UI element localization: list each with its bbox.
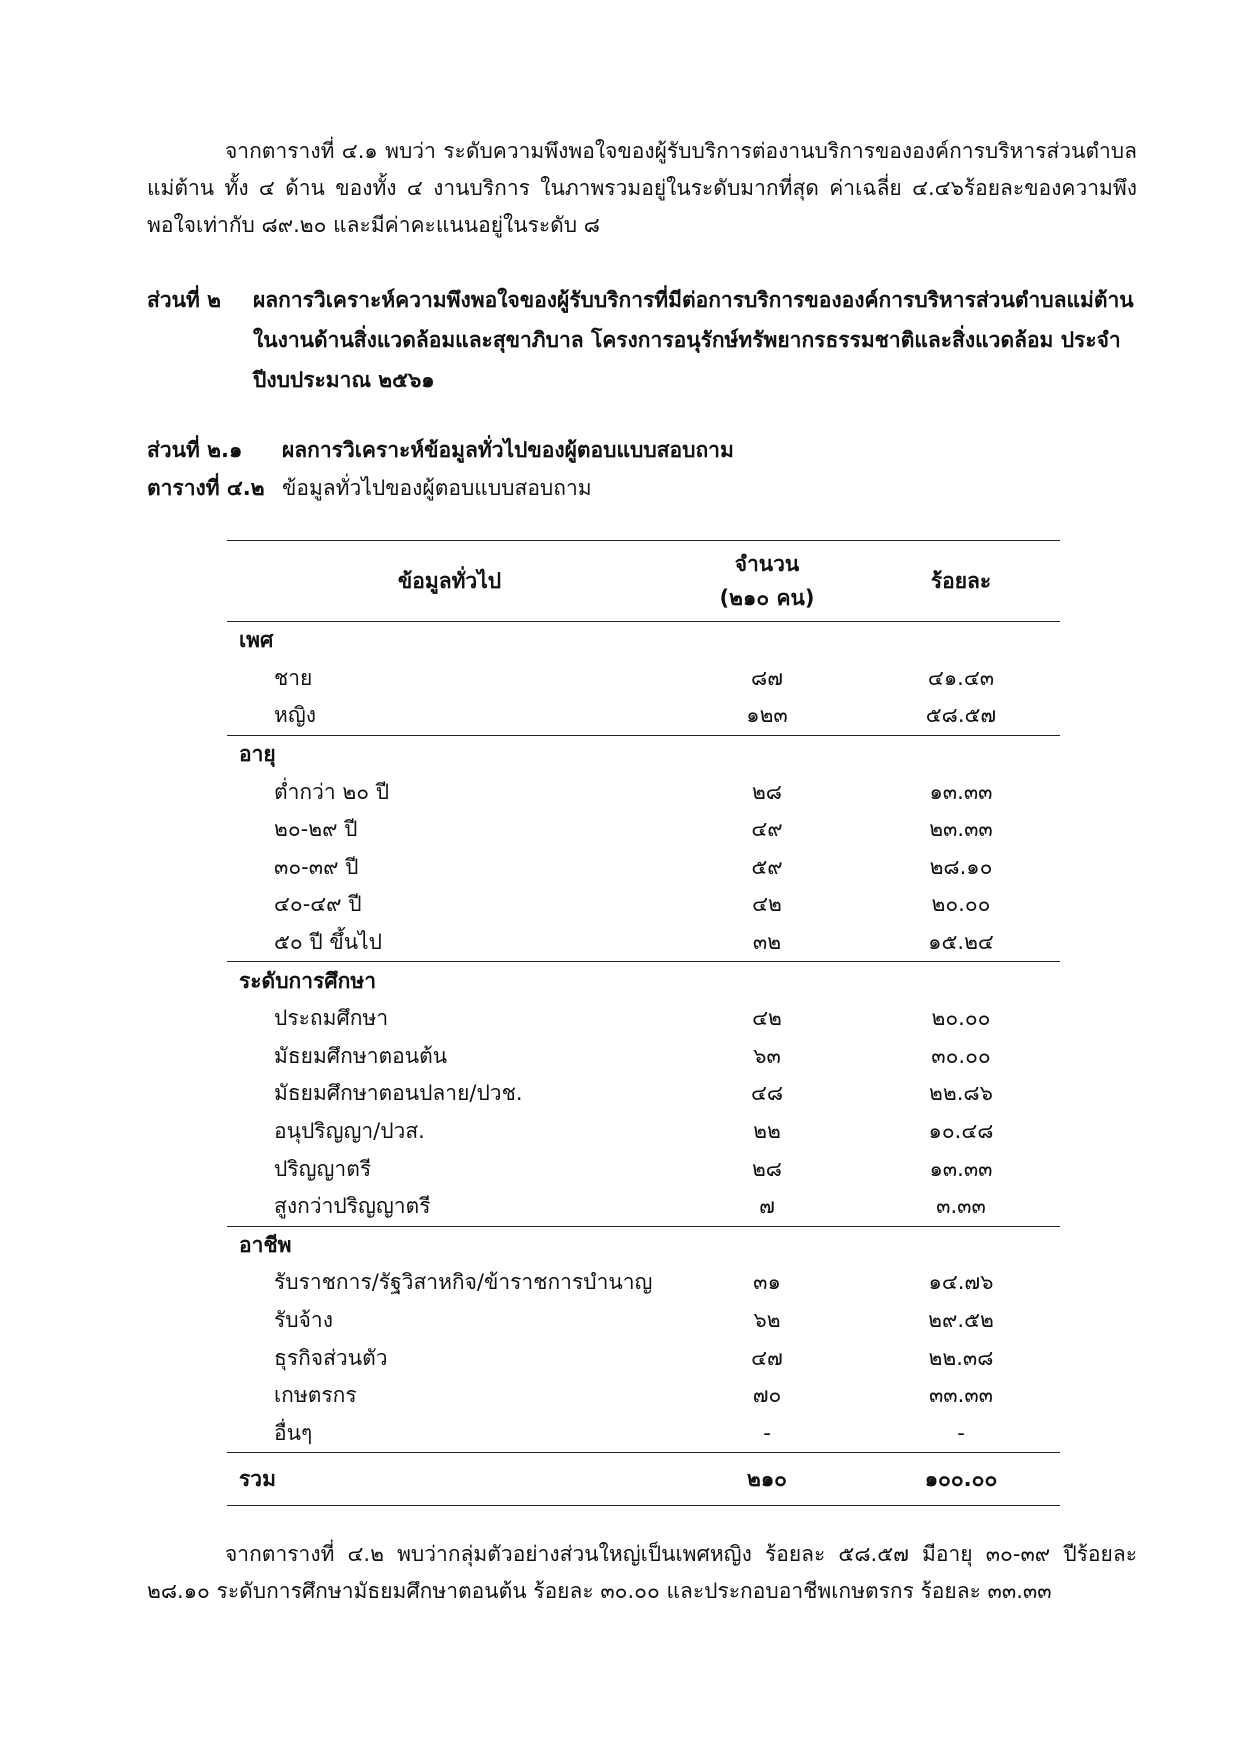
group-empty-cell [862,735,1060,773]
group-empty-cell [862,622,1060,660]
group-label: อาชีพ [227,1226,672,1264]
table-row [227,1264,1060,1302]
row-percent: ๒๙.๕๒ [928,1307,994,1332]
row-count: ๖๒ [753,1307,781,1332]
table-caption-label: ตารางที่ ๔.๒ [147,476,265,500]
table-row [227,697,1060,735]
section-2-1-heading [147,430,1147,470]
table-row [227,1377,1060,1415]
total-label: รวม [227,1453,672,1506]
table-row [227,660,1060,698]
group-empty-cell [862,1226,1060,1264]
table-header-row [227,541,1060,622]
general-info-table [227,540,1060,1506]
row-percent: ๔๑.๔๓ [927,665,995,690]
group-label: ระดับการศึกษา [227,962,672,1000]
row-percent: ๒๓.๓๓ [929,817,993,842]
table-caption-text: ข้อมูลทั่วไปของผู้ตอบแบบสอบถาม [282,476,592,500]
group-label: อายุ [227,735,672,773]
row-count: ๒๘ [751,779,783,804]
table-row [227,1414,1060,1452]
row-item: อื่นๆ [274,1420,313,1445]
table-row [227,1038,1060,1076]
group-empty-cell [862,962,1060,1000]
group-empty-cell [672,962,862,1000]
row-item: อนุปริญญา/ปวส. [274,1119,425,1144]
row-item: เกษตรกร [274,1383,357,1408]
row-count: ๔๘ [750,1081,784,1106]
section-2-heading [147,280,1147,400]
row-item: รับราชการ/รัฐวิสาหกิจ/ข้าราชการบำนาญ [274,1270,653,1295]
total-row [227,1453,1060,1506]
row-count: ๔๗ [751,1345,783,1370]
row-count: ๓๒ [752,930,782,955]
row-item: ๔๐-๔๙ ปี [274,892,362,917]
group-row [227,735,1060,773]
table-row [227,773,1060,811]
row-item: สูงกว่าปริญญาตรี [274,1194,431,1219]
section-2-number: ส่วนที่ ๒ [147,288,221,312]
row-count: ๔๒ [752,1006,782,1031]
row-item: ๒๐-๒๙ ปี [274,817,358,842]
row-count: ๕๙ [751,854,783,879]
row-percent: - [957,1421,965,1446]
group-empty-cell [672,622,862,660]
table-row [227,1302,1060,1340]
row-item: มัธยมศึกษาตอนปลาย/ปวช. [274,1081,523,1106]
row-item: ประถมศึกษา [274,1006,389,1031]
row-percent: ๓.๓๓ [936,1194,986,1219]
row-count: ๔๙ [751,817,783,842]
header-count [672,541,862,622]
row-percent: ๒๐.๐๐ [931,892,991,917]
row-count: ๗ [759,1194,775,1219]
table-row [227,1075,1060,1113]
conclusion-paragraph-text: จากตารางที่ ๔.๒ พบว่ากลุ่มตัวอย่างส่วนใหญ่เป็นเพศหญิง ร้อยละ ๕๘.๕๗ มีอายุ ๓๐-๓๙ ปีร้อยละ ๒๘.๑๐ ระดับการศึกษามัธยมศึกษาตอนต้น ร้อยละ ๓๐.๐๐ และประกอบอาชีพเกษตรกร ร้อยละ ๓๓.๓๓ [147,1542,1137,1603]
row-percent: ๒๐.๐๐ [931,1006,991,1031]
conclusion-paragraph [147,1536,1137,1610]
header-percent: ร้อยละ [862,541,1060,622]
row-percent: ๒๘.๑๐ [929,854,993,879]
section-2-1-title: ผลการวิเคราะห์ข้อมูลทั่วไปของผู้ตอบแบบสอบถาม [282,438,734,462]
row-count: ๒๘ [751,1156,783,1181]
group-empty-cell [672,1226,862,1264]
header-count-line2: (๒๑๐ คน) [719,586,815,610]
row-count: ๓๑ [753,1270,781,1295]
row-item: ปริญญาตรี [274,1156,372,1181]
group-row [227,622,1060,660]
row-count: ๒๒ [753,1119,781,1144]
row-percent: ๑๔.๗๖ [928,1270,994,1295]
row-percent: ๓๐.๐๐ [931,1043,991,1068]
row-item: หญิง [274,703,316,728]
row-item: รับจ้าง [274,1307,333,1332]
row-percent: ๓๓.๓๓ [928,1383,994,1408]
group-label: เพศ [239,628,274,653]
table-row [227,1000,1060,1038]
table-row [227,1188,1060,1226]
row-percent: ๕๘.๕๗ [925,703,997,728]
header-count-line1: จำนวน [734,552,800,576]
table-caption [147,472,592,504]
row-percent: ๒๒.๓๘ [928,1345,994,1370]
row-count: ๗๐ [752,1383,782,1408]
row-item: ธุรกิจส่วนตัว [274,1345,388,1370]
row-percent: ๑๓.๓๓ [929,779,993,804]
row-item: มัธยมศึกษาตอนต้น [274,1043,448,1068]
table-row [227,1339,1060,1377]
row-item: ชาย [274,665,313,690]
row-item: ๕๐ ปี ขึ้นไป [274,930,382,955]
section-2-1-number: ส่วนที่ ๒.๑ [147,438,243,462]
row-percent: ๒๒.๘๖ [929,1081,993,1106]
row-percent: ๑๕.๒๔ [928,930,994,955]
total-count: ๒๑๐ [672,1453,862,1506]
group-row [227,1226,1060,1264]
group-empty-cell [672,735,862,773]
row-item: ต่ำกว่า ๒๐ ปี [274,779,390,804]
table-row [227,886,1060,924]
row-count: - [763,1421,771,1446]
row-count: ๑๒๓ [746,703,788,728]
table-row [227,811,1060,849]
row-percent: ๑๐.๔๘ [928,1119,994,1144]
intro-paragraph [147,133,1137,244]
row-item: ๓๐-๓๙ ปี [274,854,359,879]
total-percent: ๑๐๐.๐๐ [862,1453,1060,1506]
table-row [227,849,1060,887]
header-general-info: ข้อมูลทั่วไป [227,541,672,622]
table-row [227,1150,1060,1188]
row-count: ๘๗ [751,665,783,690]
table-row [227,924,1060,962]
row-percent: ๑๓.๓๓ [929,1156,993,1181]
row-count: ๔๒ [752,892,782,917]
table-row [227,1113,1060,1151]
group-row [227,962,1060,1000]
section-2-title: ผลการวิเคราะห์ความพึงพอใจของผู้รับบริการที่มีต่อการบริการขององค์การบริหารส่วนตำบลแม่ต้าน ในงานด้านสิ่งแวดล้อมและสุขาภิบาล โครงการอนุรักษ์ทรัพยากรธรรมชาติและสิ่งแวดล้อม ประจำปีงบประมาณ ๒๕๖๑ [253,288,1134,392]
row-count: ๖๓ [753,1043,781,1068]
table-body [227,622,1060,1506]
intro-paragraph-text: จากตารางที่ ๔.๑ พบว่า ระดับความพึงพอใจของผู้รับบริการต่องานบริการขององค์การบริหารส่วนตำบลแม่ต้าน ทั้ง ๔ ด้าน ของทั้ง ๔ งานบริการ ในภาพรวมอยู่ในระดับมากที่สุด ค่าเฉลี่ย ๔.๔๖ร้อยละของความพึงพอใจเท่ากับ ๘๙.๒๐ และมีค่าคะแนนอยู่ในระดับ ๘ [147,139,1137,237]
